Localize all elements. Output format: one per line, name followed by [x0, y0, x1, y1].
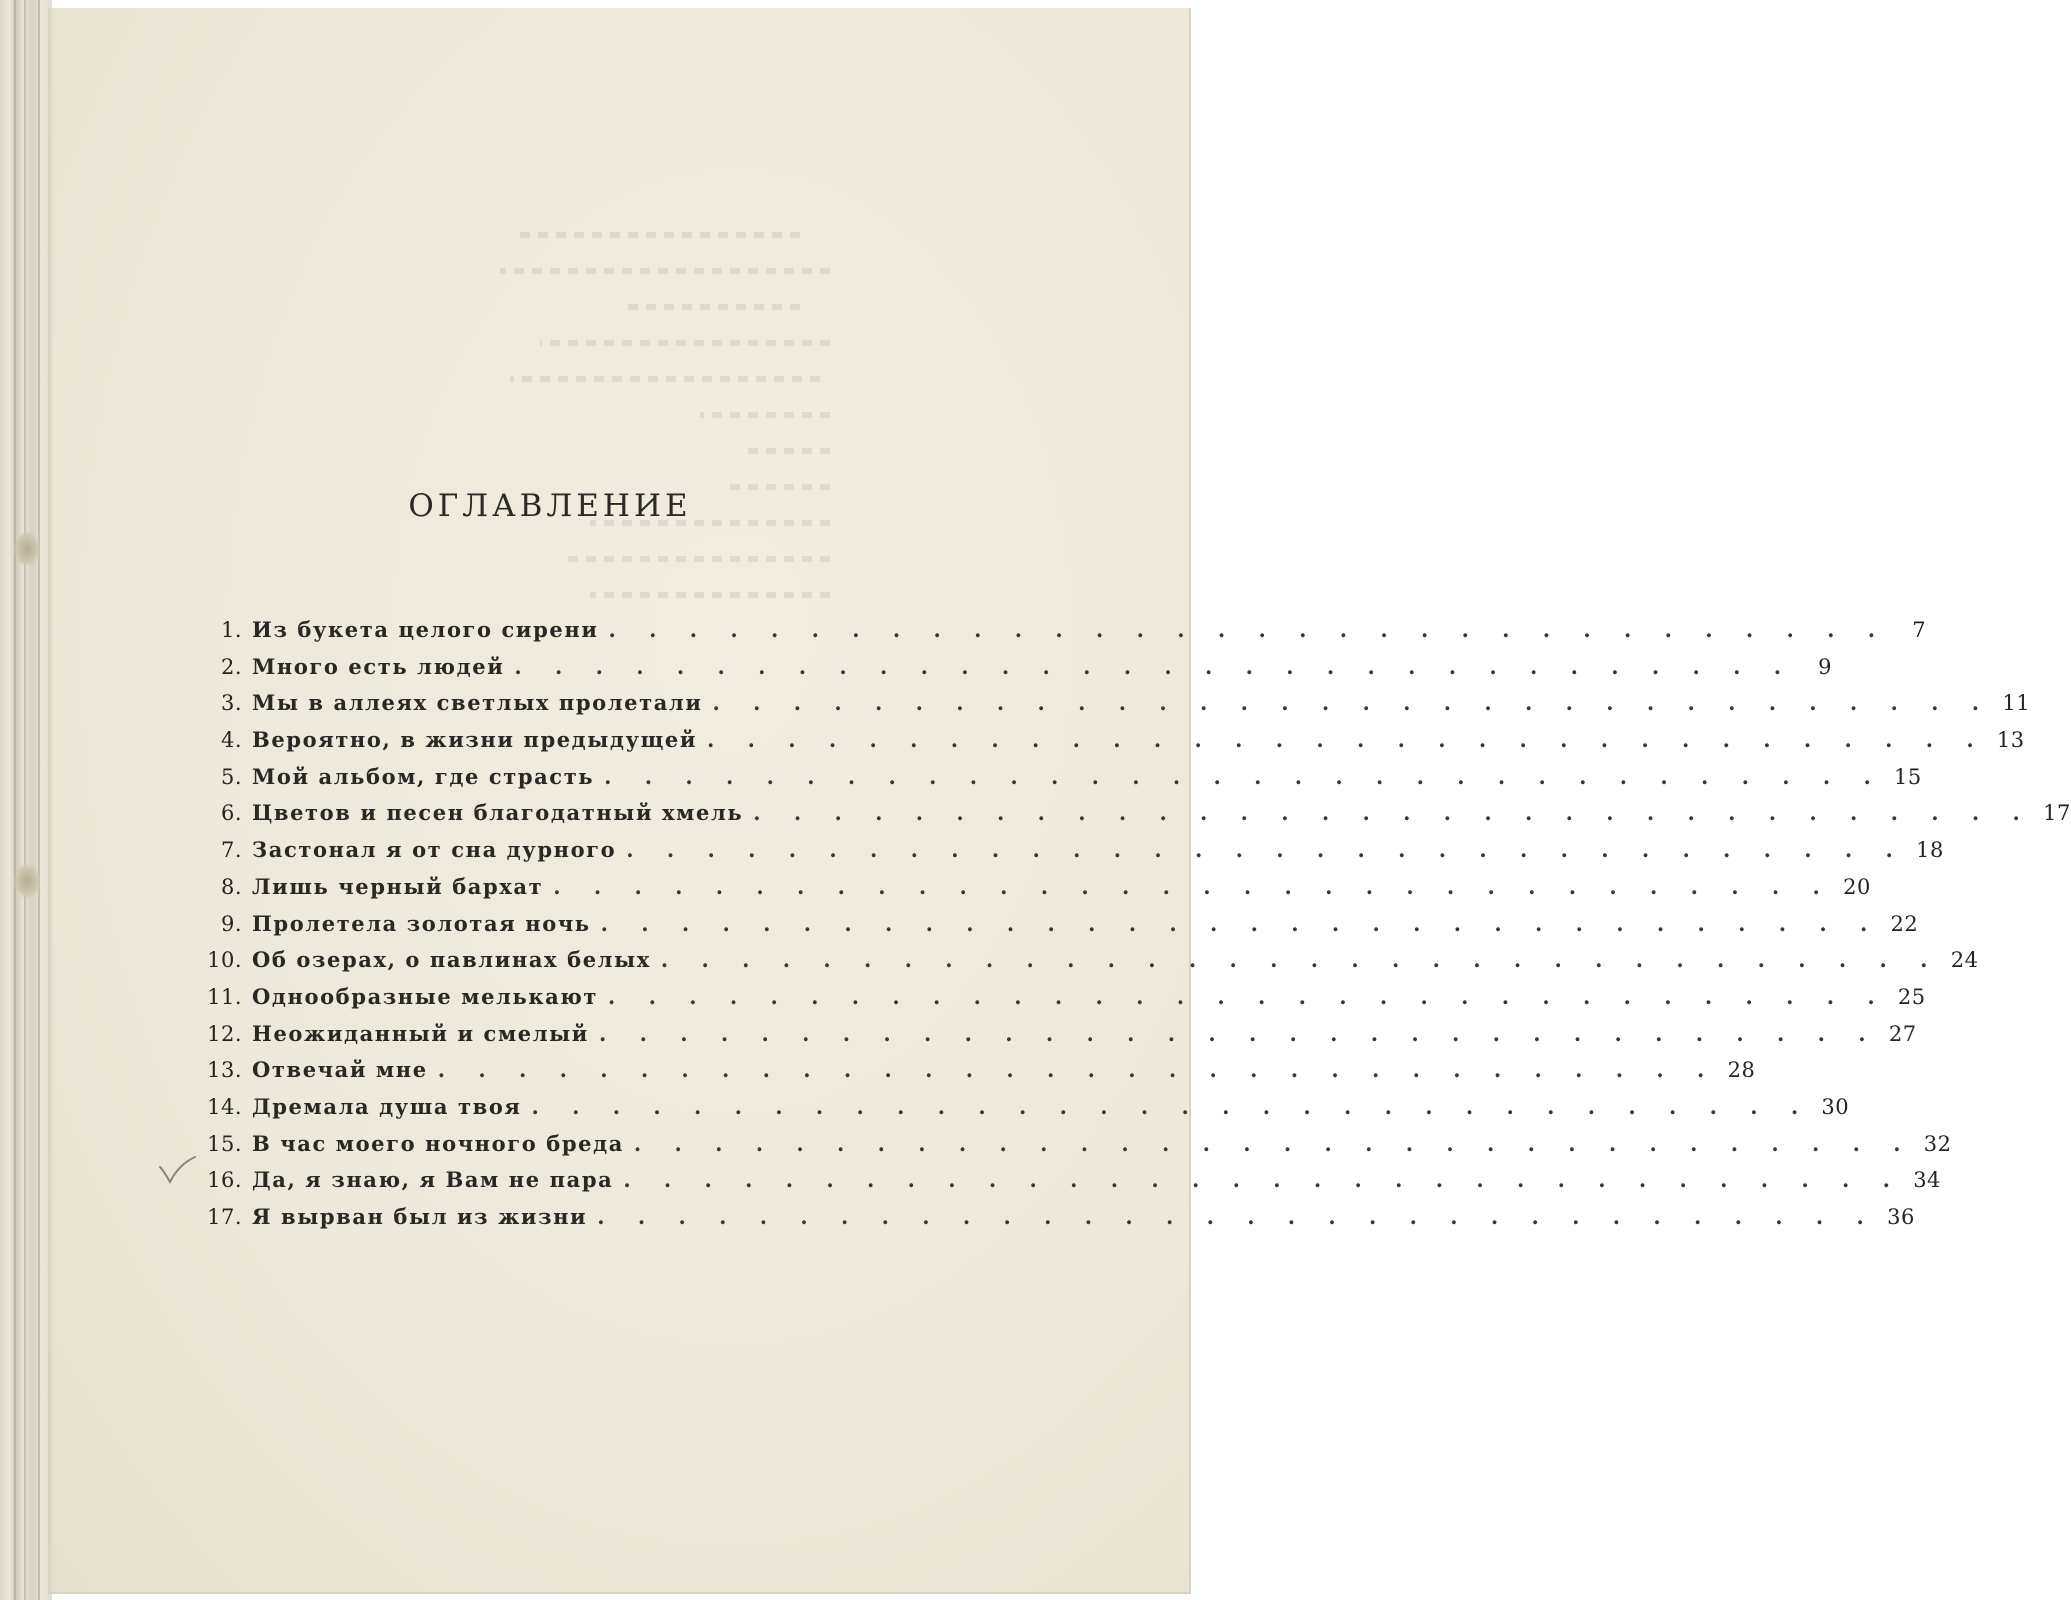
toc-entry-page-number: 30 [1821, 1094, 1850, 1119]
toc-entry-title: Застонал я от сна дурного [252, 837, 617, 863]
toc-dot-leader: . . . . . . . . . . . . . . . . . . . . . . . . . . . . . . . . [633, 1130, 1914, 1156]
toc-entry-page-number: 25 [1897, 984, 1926, 1009]
book-spine [0, 0, 52, 1600]
show-through-ghost-text [500, 225, 920, 605]
toc-entry-page-number: 36 [1887, 1205, 1915, 1229]
toc-entry [196, 1130, 1952, 1168]
toc-entry-title: Лишь черный бархат [252, 873, 544, 899]
toc-dot-leader: . . . . . . . . . . . . . . . . . . . . . . . . . . . . . . . . [514, 653, 1795, 679]
binding-stitch-hole [14, 532, 40, 566]
toc-entry [196, 873, 1871, 911]
toc-entry-number: 15. [207, 1131, 242, 1156]
toc-entry-page-number: 7 [1912, 618, 1927, 642]
toc-entry-number: 11. [207, 984, 242, 1009]
toc-dot-leader: . . . . . . . . . . . . . . . . . . . . . . . . . . . . . . . . [608, 617, 1889, 642]
toc-dot-leader: . . . . . . . . . . . . . . . . . . . . . . . . . . . . . . . . [597, 1204, 1877, 1229]
toc-entry-title: В час моего ночного бреда [252, 1130, 624, 1156]
toc-entry-page-number: 24 [1950, 948, 1979, 973]
toc-entry [196, 1093, 1850, 1131]
toc-entry-page-number: 17 [2043, 801, 2071, 826]
toc-entry-title: Да, я знаю, я Вам не пара [252, 1167, 614, 1193]
toc-dot-leader: . . . . . . . . . . . . . . . . . . . . . . . . . . . . . . . . [707, 727, 1987, 753]
toc-dot-leader: . . . . . . . . . . . . . . . . . . . . . . . . . . . . . . . . [437, 1057, 1718, 1083]
toc-dot-leader: . . . . . . . . . . . . . . . . . . . . . . . . . . . . . . . . [626, 837, 1906, 863]
toc-dot-leader: . . . . . . . . . . . . . . . . . . . . . . . . . . . . . . . . [623, 1167, 1903, 1193]
toc-entry [196, 947, 1979, 984]
toc-entry-page-number: 22 [1890, 911, 1919, 936]
toc-entry [196, 800, 2071, 837]
toc-entry [196, 617, 1927, 654]
toc-entry [196, 910, 1919, 948]
toc-entry [196, 1204, 1915, 1241]
toc-entry-title: Вероятно, в жизни предыдущей [252, 727, 698, 753]
toc-entry-number: 8. [220, 874, 242, 899]
toc-entry [196, 983, 1926, 1021]
toc-entry [196, 1167, 1941, 1204]
page-title: ОГЛАВЛЕНИЕ [408, 488, 692, 524]
toc-entry-title: Дремала душа твоя [252, 1093, 522, 1119]
toc-entry-title: Отвечай мне [252, 1057, 428, 1083]
toc-entry-number: 10. [207, 948, 242, 973]
toc-entry-title: Пролетела золотая ночь [252, 910, 591, 936]
toc-entry-number: 7. [220, 838, 242, 863]
toc-dot-leader: . . . . . . . . . . . . . . . . . . . . . . . . . . . . . . . . [753, 800, 2033, 826]
toc-entry [196, 690, 2031, 727]
toc-entry-page-number: 9 [1818, 654, 1833, 679]
toc-entry-number: 9. [220, 911, 242, 936]
toc-entry-number: 13. [207, 1058, 242, 1083]
toc-entry-title: Мы в аллеях светлых пролетали [252, 690, 703, 716]
toc-entry-page-number: 15 [1894, 764, 1922, 789]
table-of-contents [196, 617, 2071, 1241]
toc-dot-leader: . . . . . . . . . . . . . . . . . . . . . . . . . . . . . . . . [660, 947, 1941, 973]
toc-entry [196, 727, 2025, 764]
toc-dot-leader: . . . . . . . . . . . . . . . . . . . . . . . . . . . . . . . . [604, 763, 1884, 789]
toc-entry-title: Много есть людей [252, 653, 505, 679]
toc-entry-page-number: 34 [1913, 1168, 1941, 1193]
toc-entry-title: Об озерах, о павлинах белых [252, 947, 651, 973]
toc-entry-page-number: 18 [1916, 838, 1944, 863]
toc-entry [196, 1057, 1756, 1094]
toc-entry-title: Я вырван был из жизни [252, 1204, 588, 1229]
toc-dot-leader: . . . . . . . . . . . . . . . . . . . . . . . . . . . . . . . . [531, 1093, 1812, 1119]
pencil-check-mark-icon [158, 1155, 198, 1185]
toc-dot-leader: . . . . . . . . . . . . . . . . . . . . . . . . . . . . . . . . [600, 910, 1881, 936]
toc-dot-leader: . . . . . . . . . . . . . . . . . . . . . . . . . . . . . . . . [712, 690, 1993, 716]
toc-entry-title: Из букета целого сирени [252, 617, 599, 642]
toc-entry-number: 12. [207, 1021, 242, 1046]
toc-entry-page-number: 11 [2002, 691, 2031, 716]
toc-entry-title: Мой альбом, где страсть [252, 763, 595, 789]
toc-entry-title: Цветов и песен благодатный хмель [252, 800, 744, 826]
toc-entry-number: 17. [207, 1205, 242, 1229]
toc-entry-page-number: 32 [1923, 1131, 1952, 1156]
toc-entry [196, 837, 1944, 874]
toc-entry-number: 6. [220, 801, 242, 826]
toc-entry-page-number: 20 [1843, 874, 1871, 899]
toc-entry-title: Неожиданный и смелый [252, 1020, 589, 1046]
spine-fold-line [24, 0, 26, 1600]
toc-entry-number: 1. [220, 618, 242, 642]
spine-fold-line [38, 0, 40, 1600]
toc-entry-title: Однообразные мелькают [252, 983, 599, 1009]
toc-entry-number: 2. [220, 654, 242, 679]
binding-stitch-hole [14, 864, 40, 898]
page-edge-shadow [48, 8, 54, 1592]
toc-entry-page-number: 27 [1888, 1021, 1917, 1046]
toc-entry-number: 3. [220, 691, 242, 716]
toc-entry-page-number: 28 [1727, 1058, 1756, 1083]
toc-entry-number: 16. [207, 1168, 242, 1193]
toc-entry-page-number: 13 [1996, 728, 2025, 753]
toc-dot-leader: . . . . . . . . . . . . . . . . . . . . . . . . . . . . . . . . [553, 873, 1833, 899]
toc-entry [196, 763, 1922, 801]
toc-entry-number: 4. [220, 728, 242, 753]
toc-entry-number: 14. [207, 1094, 242, 1119]
toc-dot-leader: . . . . . . . . . . . . . . . . . . . . . . . . . . . . . . . . [608, 983, 1888, 1009]
toc-dot-leader: . . . . . . . . . . . . . . . . . . . . . . . . . . . . . . . . [598, 1020, 1879, 1046]
toc-entry [196, 1020, 1917, 1058]
toc-entry-number: 5. [220, 764, 242, 789]
spine-fold-line [14, 0, 16, 1600]
toc-entry [196, 653, 1833, 691]
